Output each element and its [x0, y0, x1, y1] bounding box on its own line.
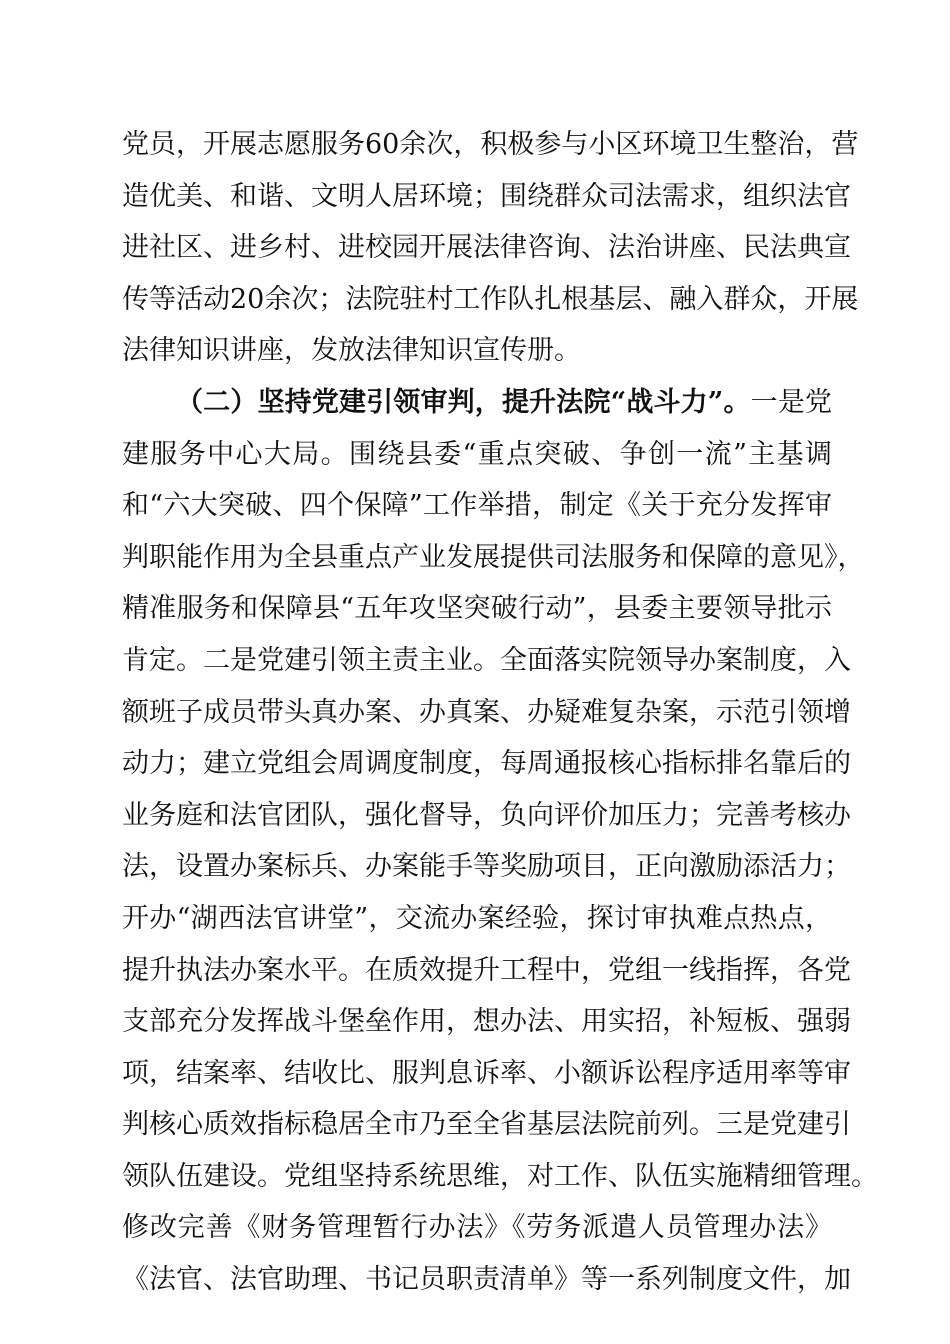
text-line: 动力；建立党组会周调度制度，每周通报核心指标排名靠后的: [122, 748, 851, 780]
text-line: 判核心质效指标稳居全市乃至全省基层法院前列。三是党建引: [122, 1109, 851, 1141]
text-line: 领队伍建设。党组坚持系统思维，对工作、队伍实施精细管理。: [122, 1160, 878, 1192]
text-line: 精准服务和保障县“五年攻坚突破行动”，县委主要领导批示: [122, 593, 832, 625]
text-line: 建服务中心大局。围绕县委“重点突破、争创一流”主基调: [122, 438, 832, 470]
text-line: 传等活动20余次；法院驻村工作队扎根基层、融入群众，开展: [122, 283, 859, 315]
text-line: 项，结案率、结收比、服判息诉率、小额诉讼程序适用率等审: [122, 1057, 851, 1089]
text-line: 法律知识讲座，发放法律知识宣传册。: [122, 335, 581, 367]
text-line: 业务庭和法官团队，强化督导，负向评价加压力；完善考核办: [122, 799, 851, 831]
text-line: 额班子成员带头真办案、办真案、办疑难复杂案，示范引领增: [122, 696, 851, 728]
text-line: 法，设置办案标兵、办案能手等奖励项目，正向激励添活力；: [122, 851, 851, 883]
text-line: 开办“湖西法官讲堂”，交流办案经验，探讨审执难点热点，: [122, 902, 832, 934]
text-line: 提升执法办案水平。在质效提升工程中，党组一线指挥，各党: [122, 954, 851, 986]
text-line: 支部充分发挥战斗堡垒作用，想办法、用实招，补短板、强弱: [122, 1006, 851, 1038]
text-line: 进社区、进乡村、进校园开展法律咨询、法治讲座、民法典宣: [122, 232, 851, 264]
text-line: 《法官、法官助理、书记员职责清单》等一系列制度文件，加: [122, 1264, 851, 1296]
first-line-rest: 一是党: [750, 386, 832, 418]
text-line: 和“六大突破、四个保障”工作举措，制定《关于充分发挥审: [122, 490, 832, 522]
text-line: 党员，开展志愿服务60余次，积极参与小区环境卫生整治，营: [122, 129, 859, 160]
text-line: 判职能作用为全县重点产业发展提供司法服务和保障的意见》，: [122, 541, 865, 573]
text-line: 肯定。二是党建引领主责主业。全面落实院领导办案制度，入: [122, 644, 851, 676]
paragraph-1: [122, 119, 859, 377]
body-text: [122, 119, 878, 1306]
paragraph-2: [122, 377, 878, 1306]
section-heading: （二）坚持党建引领审判，提升法院“战斗力”。: [176, 386, 751, 418]
text-line: 修改完善《财务管理暂行办法》《劳务派遣人员管理办法》: [122, 1212, 832, 1244]
text-line: 造优美、和谐、文明人居环境；围绕群众司法需求，组织法官: [122, 180, 851, 212]
text-line-first: [122, 377, 832, 429]
